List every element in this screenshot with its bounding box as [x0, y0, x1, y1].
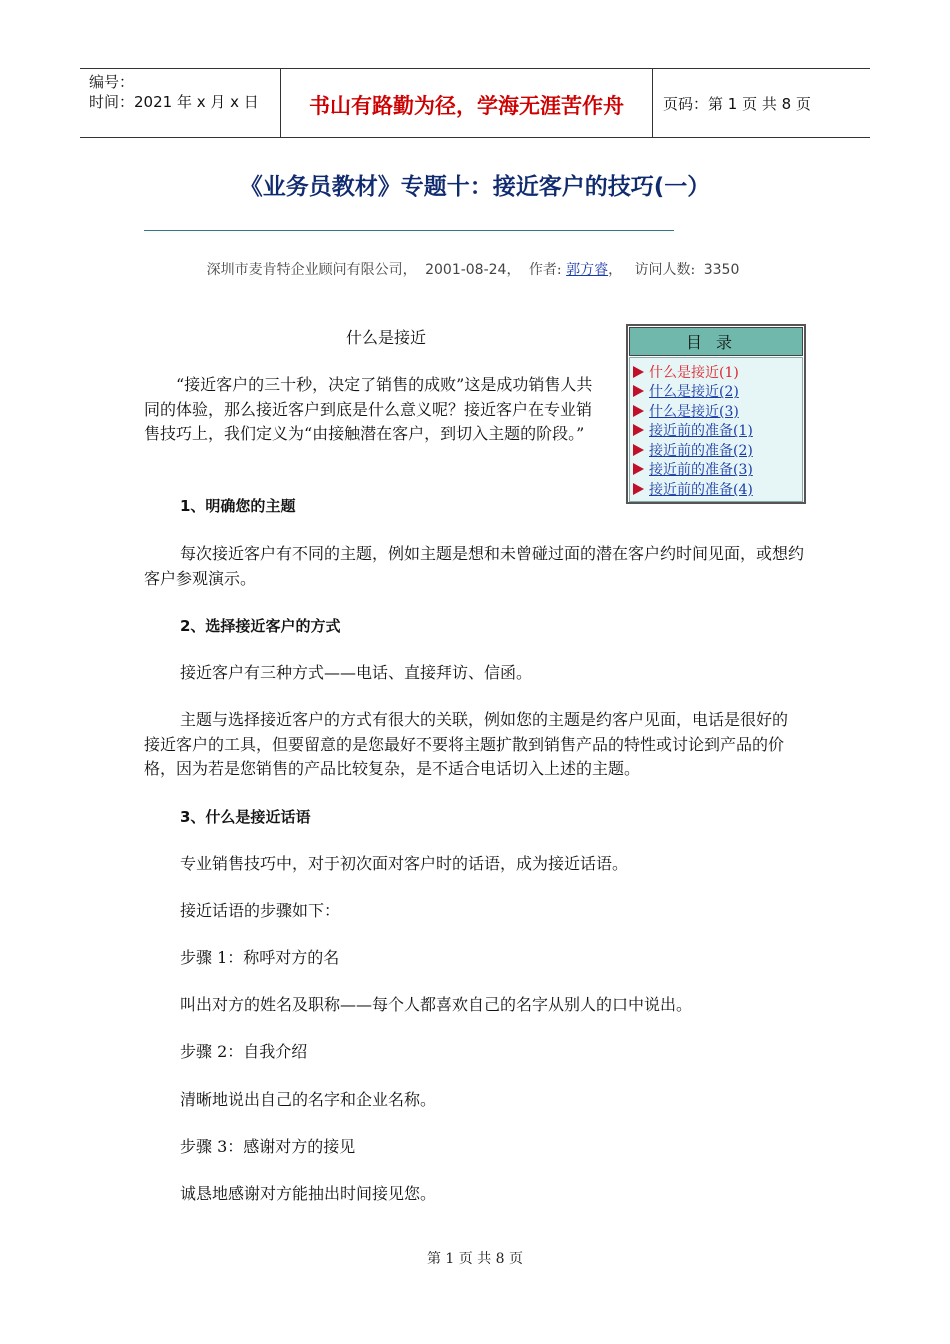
toc-item[interactable] [630, 460, 802, 480]
subheading-3: 3、什么是接近话语 [180, 808, 311, 826]
meta-visits: 3350 [703, 262, 740, 278]
toc-item[interactable] [630, 382, 802, 402]
toc-item[interactable] [630, 421, 802, 441]
intro-paragraph: “接近客户的三十秒，决定了销售的成败”这是成功销售人共同的体验，那么接近客户到底是什么意义呢？接近客户在专业销售技巧上，我们定义为“由接触潜在客户，到切入主题的阶段。” [144, 375, 593, 443]
paragraph-5: 接近话语的步骤如下： [180, 901, 341, 920]
paragraph-3: 主题与选择接近客户的方式有很大的关联，例如您的主题是约客户见面，电话是很好的接近客户的工具，但要留意的是您最好不要将主题扩散到销售产品的特性或讨论到产品的价格，因为若是您销售的产品比较复杂，是不适合电话切入上述的主题。 [144, 710, 789, 778]
arrow-right-icon [633, 483, 644, 495]
step-1-text: 叫出对方的姓名及职称——每个人都喜欢自己的名字从别人的口中说出。 [180, 995, 693, 1014]
paragraph-4: 专业销售技巧中，对于初次面对客户时的话语，成为接近话语。 [180, 854, 629, 873]
title-divider [144, 230, 674, 231]
step-2-heading: 步骤 2：自我介绍 [180, 1042, 308, 1061]
paragraph-2: 接近客户有三种方式——电话、直接拜访、信函。 [180, 663, 533, 682]
toc-list [629, 357, 803, 502]
toc-link[interactable]: 接近前的准备(1) [649, 423, 753, 440]
toc-link[interactable]: 接近前的准备(3) [649, 462, 753, 479]
toc-link[interactable]: 什么是接近(1) [649, 364, 739, 381]
subheading-1: 1、明确您的主题 [180, 497, 296, 515]
document-header [80, 68, 870, 138]
toc-link[interactable]: 什么是接近(2) [649, 384, 739, 401]
step-1-heading: 步骤 1：称呼对方的名 [180, 948, 340, 967]
meta-date: 2001-08-24， [425, 262, 521, 278]
page-footer: 第 1 页 共 8 页 [426, 1251, 524, 1267]
header-motto: 书山有路勤为径，学海无涯苦作舟 [280, 69, 653, 137]
toc-link[interactable]: 接近前的准备(2) [649, 442, 753, 459]
header-time-label: 时间：2021 年 x 月 x 日 [89, 93, 259, 111]
arrow-right-icon [633, 424, 644, 436]
step-3-heading: 步骤 3：感谢对方的接见 [180, 1137, 356, 1156]
meta-author-sep: ， [608, 262, 623, 278]
arrow-right-icon [633, 366, 644, 378]
header-number-label: 编号： [89, 73, 135, 91]
toc-link[interactable]: 什么是接近(3) [649, 403, 739, 420]
step-3-text: 诚恳地感谢对方能抽出时间接见您。 [180, 1184, 437, 1203]
header-info-cell [80, 69, 280, 137]
toc-item[interactable] [630, 401, 802, 421]
section-heading: 什么是接近 [345, 328, 426, 347]
meta-author-label: 作者: [528, 262, 562, 278]
toc-item[interactable] [630, 479, 802, 499]
paragraph-1: 每次接近客户有不同的主题，例如主题是想和未曾碰过面的潜在客户约时间见面，或想约客户参观演示。 [144, 544, 805, 588]
header-page-label: 页码：第 1 页 共 8 页 [663, 94, 811, 113]
arrow-right-icon [633, 444, 644, 456]
meta-visits-label: 访问人数: [634, 262, 696, 278]
subheading-2: 2、选择接近客户的方式 [180, 617, 341, 635]
article-meta [0, 259, 950, 279]
toc-item[interactable] [630, 362, 802, 382]
toc-item[interactable] [630, 440, 802, 460]
arrow-right-icon [633, 405, 644, 417]
toc-link[interactable]: 接近前的准备(4) [649, 481, 753, 498]
step-2-text: 清晰地说出自己的名字和企业名称。 [180, 1090, 437, 1109]
meta-author-link[interactable]: 郭方睿 [566, 262, 609, 278]
meta-company: 深圳市麦肯特企业顾问有限公司， [206, 262, 417, 278]
table-of-contents [626, 324, 806, 504]
article-title: 《业务员教材》专题十：接近客户的技巧(一） [239, 174, 711, 200]
arrow-right-icon [633, 385, 644, 397]
toc-heading: 目录 [629, 327, 803, 356]
arrow-right-icon [633, 463, 644, 475]
